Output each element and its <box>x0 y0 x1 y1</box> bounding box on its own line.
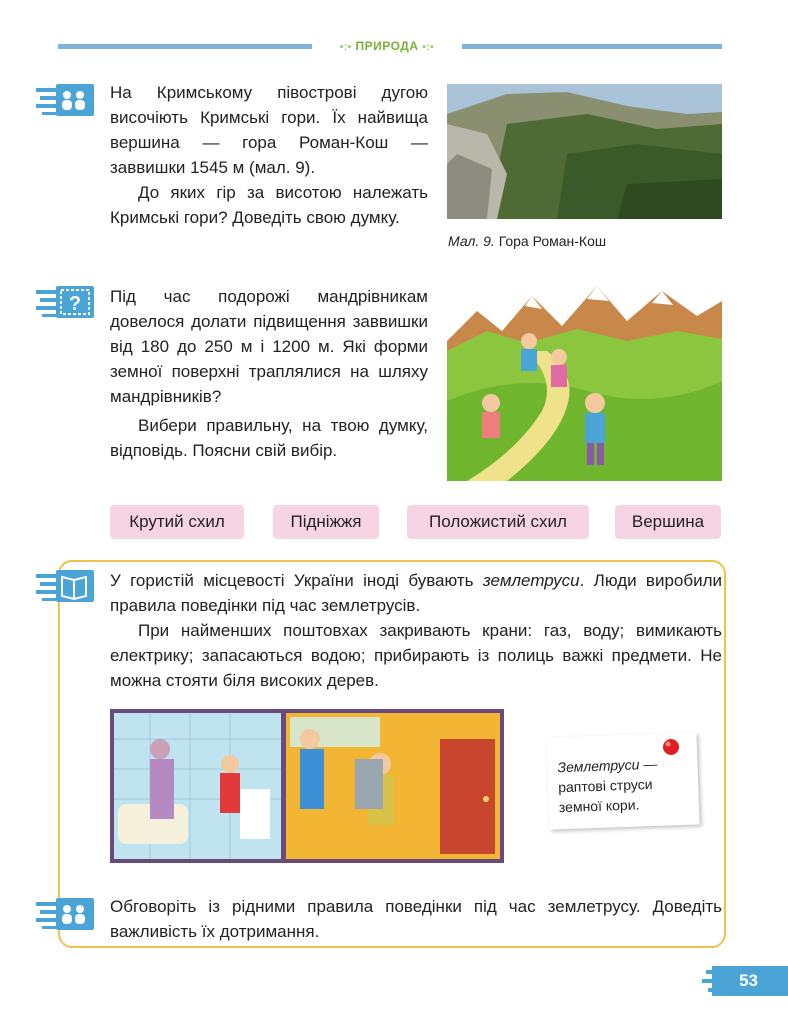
question-icon <box>36 284 96 320</box>
definition-note: Землетруси — раптові струси земної кори. <box>546 732 699 829</box>
group-discussion-icon <box>36 896 96 932</box>
section-header: •:• ПРИРОДА •:• <box>312 36 462 56</box>
book-icon <box>36 568 96 604</box>
leaf-ornament-icon: •:• <box>422 42 435 53</box>
option-summit[interactable]: Вершина <box>615 505 721 539</box>
roman-kosh-photo <box>447 84 722 219</box>
group-discussion-icon <box>36 82 96 118</box>
block3-text: У гористій місцевості України іноді бувають землетруси. Люди виробили правила поведінки під час землетрусів. При найменших поштовхах закривають крани: газ, воду; вимикають електрику; запасаються водою; прибирають із полиць важкі предмети. Не можна стояти біля високих дерев. <box>110 571 722 690</box>
block4-text: Обговоріть із рідними правила поведінки під час землетрусу. Доведіть важливість їх дотримання. <box>110 897 722 941</box>
page-number: 53 <box>712 966 788 996</box>
option-foothill[interactable]: Підніжжя <box>273 505 379 539</box>
option-steep-slope[interactable]: Крутий схил <box>110 505 244 539</box>
earthquake-safety-illustration <box>110 709 504 863</box>
svg-text:?: ? <box>68 293 82 315</box>
leaf-ornament-icon: •:• <box>339 42 352 53</box>
hikers-illustration <box>447 281 722 481</box>
block1-text: На Кримському півострові дугою височіють Кримські гори. Їх найвища вершина — гора Роман-Кош — заввишки 1545 м (мал. 9). До яких гір за висотою належать Кримські гори? Доведіть свою думку. <box>110 83 428 227</box>
figure-caption: Мал. 9. Гора Роман-Кош <box>448 233 607 249</box>
block2-text: Під час подорожі мандрівникам довелося долати підвищення заввишки від 180 до 250 м і 1200 м. Які форми земної поверхні траплялися на шляху мандрівників? Вибери правильну, на твою думку, відповідь. Поясни свій вибір. <box>110 287 428 460</box>
option-gentle-slope[interactable]: Положистий схил <box>407 505 589 539</box>
pushpin-icon <box>660 736 682 758</box>
